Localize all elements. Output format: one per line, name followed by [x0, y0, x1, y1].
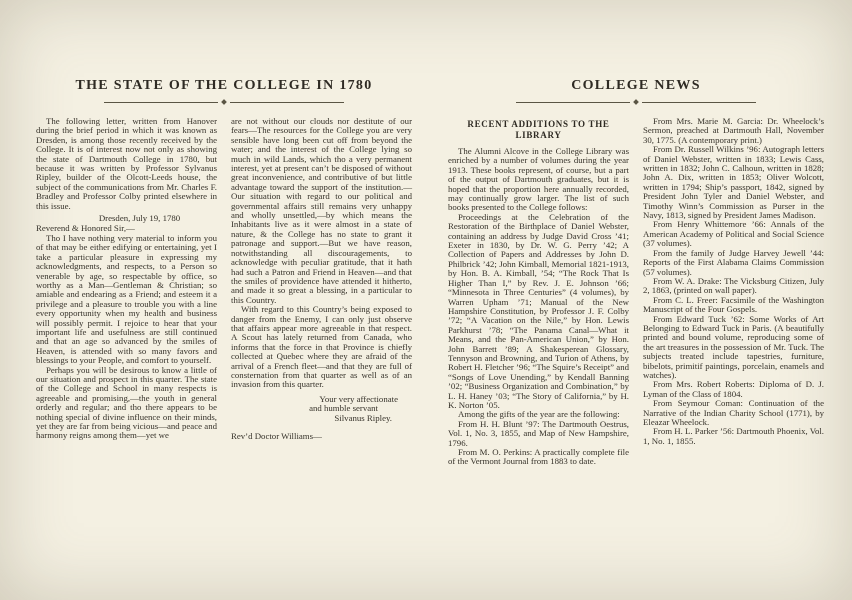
- letter-paragraph: Perhaps you will be desirous to know a little of our situation and prospect in this quarter. The state of the College and School in many respects is agreeable and promising,—the youth in general orderly and regular; and tho there appears to be nothing special of divine influence on their minds, yet they are far from being vicious—and peace and harmony reigns among them—yet we: [36, 364, 217, 441]
- gift-item: From Seymour Coman: Continuation of the Narrative of the Indian Charity School (1771), by Eleazar Wheelock.: [643, 398, 824, 427]
- addressee: Rev’d Doctor Williams—: [231, 431, 322, 441]
- gift-item: From Mrs. Marie M. Garcia: Dr. Wheelock’s Sermon, preached at Dartmouth Hall, November 30, 1775. (A contemporary print.): [643, 116, 824, 145]
- column-1: [36, 117, 217, 441]
- closing-line: and humble servant: [309, 403, 378, 414]
- diamond-ornament-icon: [633, 99, 639, 105]
- library-subheading: [448, 119, 629, 141]
- book-list-paragraph: Proceedings at the Celebration of the Restoration of the Birthplace of Daniel Webster, containing an address by Judge David Cross ’41; Exeter in 1830, by Dr. W. G. Perry ’42; A Collection of Papers and Addresses by John D. Philbrick ’42; John Kimball, Memorial 1821-1913, by Hon. B. A. Kimball, ’54; “The Rock That Is Higher Than I,” by Rev. J. E. Johnson ’66; “Minnesota in Three Centuries” (4 volumes), by Warren Upham ’71; Manual of the New Hampshire Constitution, by Professor J. F. Colby ’72; “A Vacation on the Nile,” by Hon. Lewis Parkhurst ’78; “The Panama Canal—What it Means, and the Pan-American Union,” by Hon. John Barrett ’89; A Shakesperean Glossary, Tennyson and Browning, and Turion of Athens, by Robert H. Fletcher ’96; “The Squire’s Receipt” and “Songs of Love Unending,” by Kendall Banning ’02; “Business Organization and Combination,” by L. H. Haney ’03; “The Story of California,” by H. K. Norton ’05.: [448, 211, 629, 410]
- gifts-intro-paragraph: Among the gifts of the year are the following:: [458, 409, 620, 420]
- gift-item: From W. A. Drake: The Vicksburg Citizen, July 2, 1863, (printed on wall paper).: [643, 275, 824, 296]
- library-intro-paragraph: The Alumni Alcove in the College Library was enriched by a number of volumes during the year 1913. These books represent, of course, but a part of the output of Dartmouth graduates, but it is hoped that the proportion here annually recorded, may continually grow larger. The list of such books presented to the College follows:: [448, 146, 629, 213]
- salutation: Reverend & Honored Sir,—: [36, 223, 135, 234]
- two-article-spread: [36, 78, 824, 467]
- rule-line: [230, 102, 344, 103]
- column-3: [448, 117, 629, 467]
- gift-item: From H. H. Blunt ’97: The Dartmouth Oestrus, Vol. 1, No. 3, 1855, and Map of New Hampshire, 1796.: [448, 418, 629, 448]
- left-article-columns: [36, 117, 412, 441]
- gift-item: From Henry Whittemore ’66: Annals of the American Academy of Political and Social Science (37 volumes).: [643, 219, 824, 249]
- article-college-news: [448, 78, 824, 467]
- rule-line: [642, 102, 756, 103]
- gift-item: From Mrs. Robert Roberts: Diploma of D. J. Lyman of the Class of 1804.: [643, 379, 824, 399]
- letter-paragraph: With regard to this Country’s being exposed to danger from the Enemy, I can only just observe that affairs appear more agreeable in that respect. A Scout has lately returned from Canada, who informs that the force in that Province is chiefly collected at Quebec where they are afraid of the arrival of a French fleet—and that they are full of consternation from that quarter as well as of an invasion from this quarter.: [231, 304, 412, 390]
- gift-item: From the family of Judge Harvey Jewell ’44: Reports of the First Alabama Claims Commission (57 volumes).: [643, 247, 824, 277]
- column-2: [231, 117, 412, 441]
- gift-item: From C. L. Freer: Facsimile of the Washington Manuscript of the Four Gospels.: [643, 294, 824, 315]
- library-subheading-line-2: LIBRARY: [515, 130, 562, 140]
- right-title-rule: [516, 100, 756, 104]
- letter-paragraph: Tho I have nothing very material to inform you of that may be either edifying or entertaining, yet I take a particular pleasure in expressing my acknowledgments, and respects, to a Person so venerable by age, so respectable by office, so worthy as a Man—Gentleman & Christian; so amiable and endearing as a Friend; and esteem it a privilege and a pleasure to trouble you with a line every opportunity when my health and business will possibly permit. I rejoice to hear that your important life and usefulness are still continued and that an age so advanced by the smiles of Heaven, is attended with so many favors and blessings to your People, and comfort to yourself.: [36, 232, 217, 366]
- gift-item: From Dr. Russell Wilkins ’96: Autograph letters of Daniel Webster, written in 1833; Lewis Cass, written in 1832; John C. Calhoun, written in 1828; John A. Dix, written in 1853; Oliver Wolcott, written in 1794; Ship’s passport, 1842, signed by President John Tyler and Daniel Webster, and Timothy Winn’s Commission as Purser in the Navy, 1813, signed by President James Madison.: [643, 144, 824, 221]
- right-article-columns: [448, 117, 824, 467]
- signature: Silvanus Ripley.: [334, 412, 392, 423]
- column-4: [643, 117, 824, 467]
- left-article-title: THE STATE OF THE COLLEGE IN 1780: [75, 78, 373, 93]
- right-article-title: COLLEGE NEWS: [571, 78, 701, 93]
- left-title-rule: [104, 100, 344, 104]
- letter-paragraph-continuation: are not without our clouds nor destitute of our fears—The resources for the College you are very sensible have long been cut off from beyond the water; and the interest of the College lying so much in wild Lands, which tho a very permanent interest, yet at present can’t be disposed of without great inconvenience, and contributive of but little advantage toward the support of the institution.—Our situation with regard to our political and governmental affairs still remains very unhappy and wholly unsettled,—by which means the Inhabitants live as it were almost in a state of nature, & the College has no state to grant it patronage and support.—But we have reason, notwithstanding all discouragements, to acknowledge with peculiar gratitude, that it hath had such a Patron and Friend in Heaven—and that the smiles of providence have attended it hitherto, and made it so great a blessing, in a particular to this Country.: [231, 116, 412, 305]
- gift-item: From Edward Tuck ’62: Some Works of Art Belonging to Edward Tuck in Paris. (A beautifully printed and bound volume, reproducing some of the art treasures in the possession of Mr. Tuck. The subjects treated include tapestries, furniture, bibelots, primitif paintings, porcelain, enamels and watches).: [643, 313, 824, 380]
- dateline: Dresden, July 19, 1780: [98, 213, 181, 224]
- diamond-ornament-icon: [221, 99, 227, 105]
- rule-line: [516, 102, 630, 103]
- library-subheading-line-1: RECENT ADDITIONS TO THE: [467, 119, 610, 129]
- letter-closing: [231, 395, 412, 423]
- intro-paragraph: The following letter, written from Hanover during the brief period in which it was known as Dresden, is among those recently received by the College. It is of interest now not only as showing the state of Dartmouth College in 1780, but because it was written by Professor Sylvanus Ripley, builder of the Olcott-Leeds house, the subject of the communications from Mr. Charles F. Bradley and Professor Colby printed elsewhere in this issue.: [36, 116, 217, 211]
- gift-item: From M. O. Perkins: A practically complete file of the Vermont Journal from 1883 to date.: [448, 447, 629, 467]
- rule-line: [104, 102, 218, 103]
- closing-line: Your very affectionate: [319, 393, 398, 404]
- article-state-of-college: [36, 78, 412, 467]
- gift-item: From H. L. Parker ’56: Dartmouth Phoenix, Vol. 1, No. 1, 1855.: [643, 426, 824, 446]
